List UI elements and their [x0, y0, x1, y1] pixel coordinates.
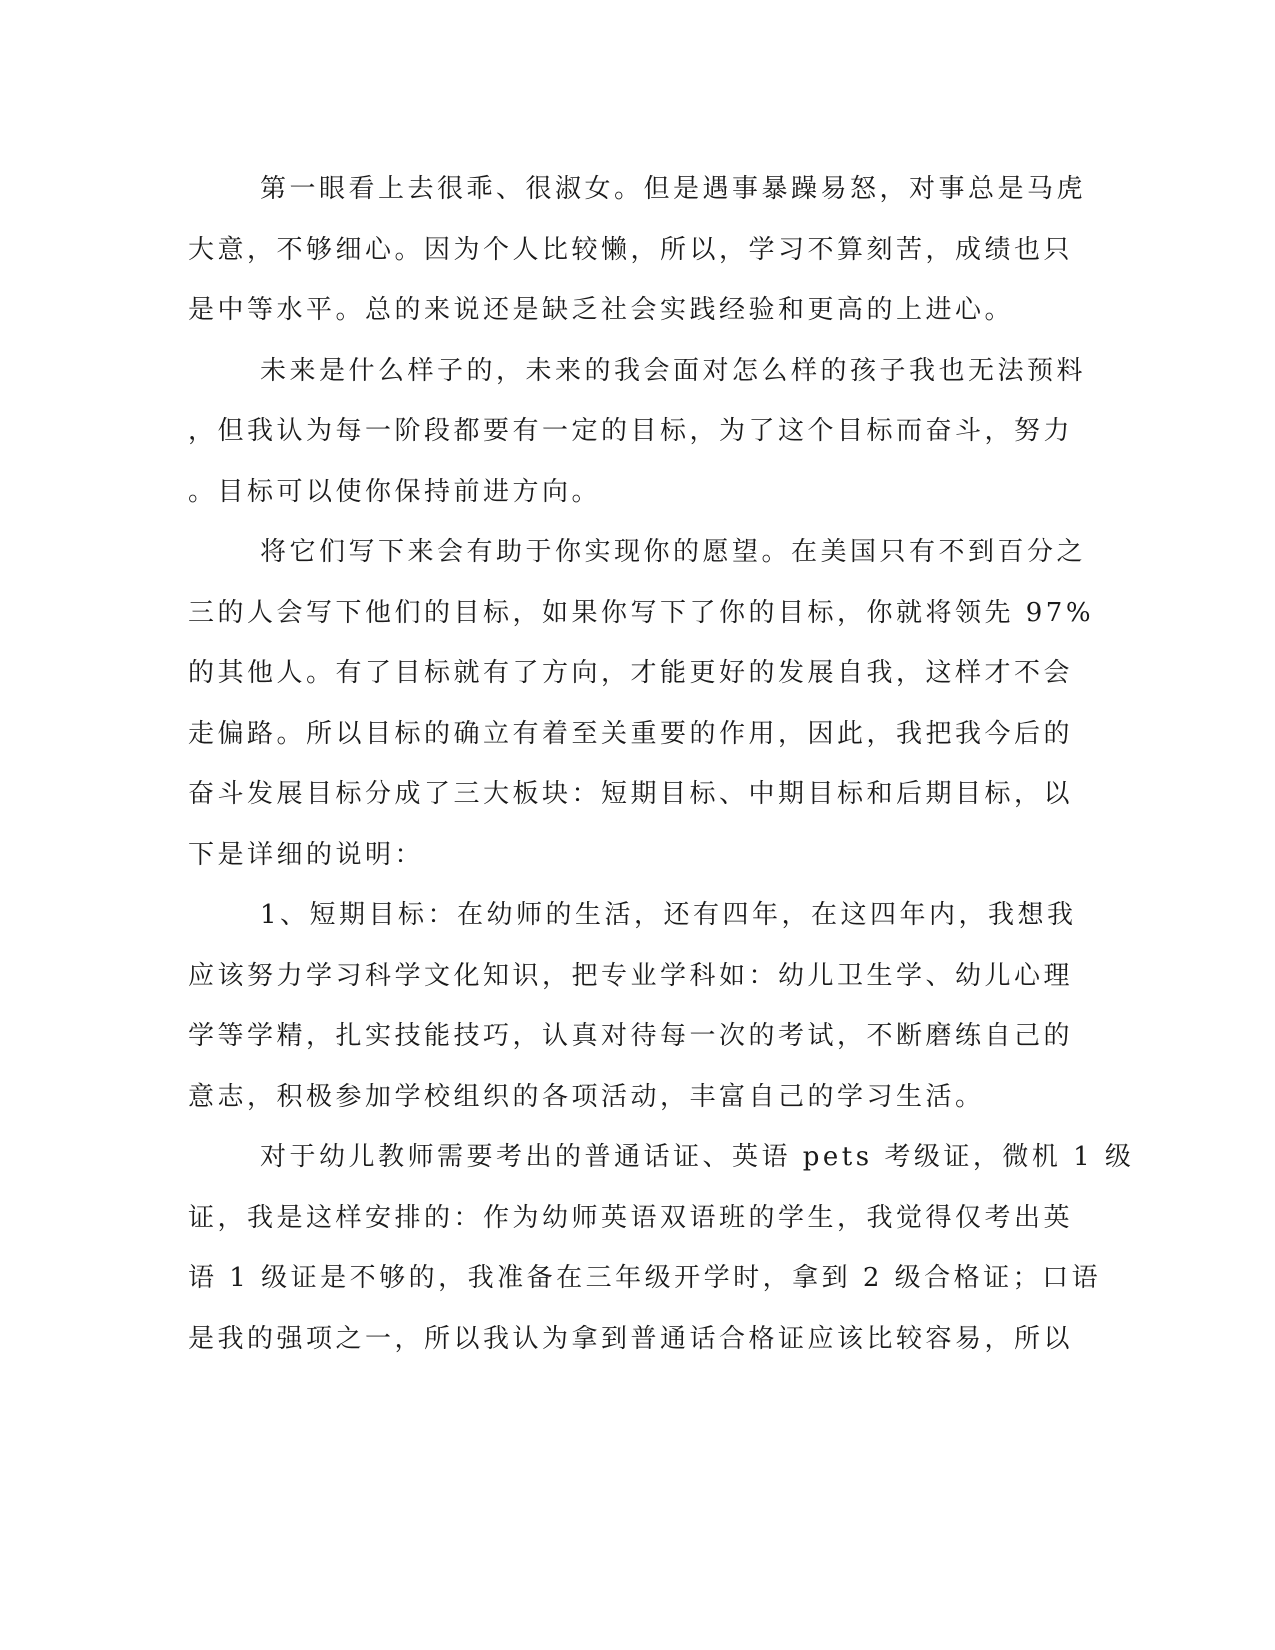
text-line: 第一眼看上去很乖、很淑女。但是遇事暴躁易怒，对事总是马虎 — [260, 174, 1087, 204]
paragraph-5 — [188, 1127, 1135, 1369]
text-line: 1、短期目标：在幼师的生活，还有四年，在这四年内，我想我 — [260, 900, 1077, 930]
paragraph-1 — [188, 159, 1087, 341]
text-line: 应该努力学习科学文化知识，把专业学科如：幼儿卫生学、幼儿心理 — [188, 960, 1074, 991]
text-line: 下是详细的说明： — [188, 839, 425, 870]
paragraph-4 — [188, 885, 1077, 1127]
document-body — [188, 159, 1135, 1369]
text-line: 对于幼儿教师需要考出的普通话证、英语 pets 考级证，微机 1 级 — [260, 1142, 1135, 1172]
text-line: 证，我是这样安排的：作为幼师英语双语班的学生，我觉得仅考出英 — [188, 1202, 1074, 1233]
text-line: 未来是什么样子的，未来的我会面对怎么样的孩子我也无法预料 — [260, 355, 1087, 386]
text-line: 意志，积极参加学校组织的各项活动，丰富自己的学习生活。 — [188, 1081, 985, 1112]
text-line: 的其他人。有了目标就有了方向，才能更好的发展自我，这样才不会 — [188, 658, 1074, 688]
text-line: 将它们写下来会有助于你实现你的愿望。在美国只有不到百分之 — [260, 537, 1087, 567]
text-line: 是我的强项之一，所以我认为拿到普通话合格证应该比较容易，所以 — [188, 1323, 1074, 1354]
text-line: 大意，不够细心。因为个人比较懒，所以，学习不算刻苦，成绩也只 — [188, 234, 1074, 265]
text-line: ，但我认为每一阶段都要有一定的目标，为了这个目标而奋斗，努力 — [188, 416, 1074, 446]
paragraph-2 — [188, 341, 1087, 523]
text-line: 走偏路。所以目标的确立有着至关重要的作用，因此，我把我今后的 — [188, 718, 1074, 749]
text-line: 。目标可以使你保持前进方向。 — [188, 476, 602, 507]
text-line: 是中等水平。总的来说还是缺乏社会实践经验和更高的上进心。 — [188, 295, 1015, 325]
paragraph-3 — [188, 522, 1095, 885]
text-line: 奋斗发展目标分成了三大板块：短期目标、中期目标和后期目标，以 — [188, 779, 1074, 809]
text-line: 语 1 级证是不够的，我准备在三年级开学时，拿到 2 级合格证；口语 — [188, 1263, 1102, 1293]
text-line: 三的人会写下他们的目标，如果你写下了你的目标，你就将领先 97% — [188, 597, 1095, 628]
text-line: 学等学精，扎实技能技巧，认真对待每一次的考试，不断磨练自己的 — [188, 1021, 1074, 1051]
